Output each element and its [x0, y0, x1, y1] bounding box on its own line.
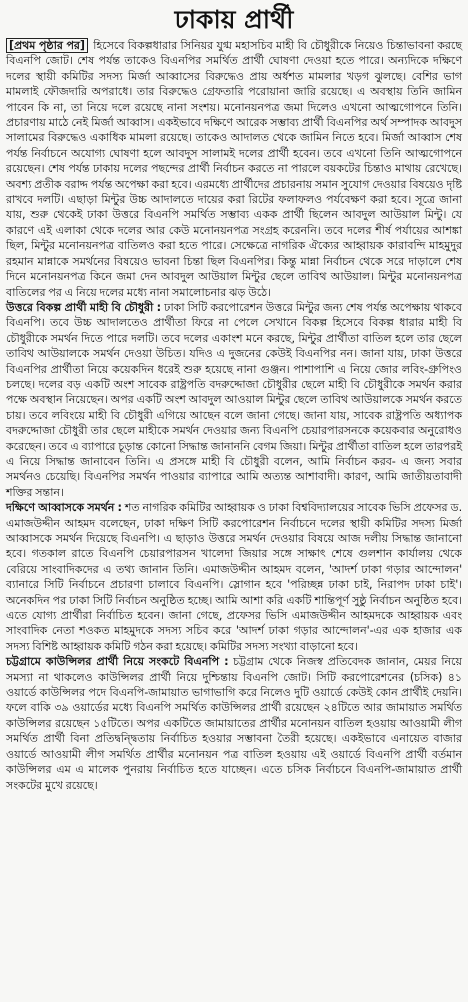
- paragraph-text: শত নাগরিক কমিটির আহ্বায়ক ও ঢাকা বিশ্ববিদ্যালয়ের সাবেক ভিসি প্রফেসর ড. এমাজউদ্দীন আহমদ বলেছেন, ঢাকা দক্ষিণ সিটি করপোরেশন নির্বাচনে দলের স্থায়ী কমিটির সদস্য মির্জা আব্বাসকে সমর্থন দিয়েছে বিএনপি। এ ছাড়াও উত্তরে সমর্থন দেওয়ার বিষয়ে আজ দলীয় সিদ্ধান্ত জানানো হবে। গতকাল রাতে বিএনপি চেয়ারপারসন খালেদা জিয়ার সঙ্গে সাক্ষাৎ শেষে গুলশান কার্যালয় থেকে বেরিয়ে সাংবাদিকদের এ তথ্য জানান তিনি। এমাজউদ্দীন আহমদ বলেন, 'আদর্শ ঢাকা গড়ার আন্দোলন' ব্যানারে সিটি নির্বাচনে প্রচারণা চালাবে বিএনপি। স্লোগান হবে 'পরিচ্ছন্ন ঢাকা চাই, নিরাপদ ঢাকা চাই'। অনেকদিন পর ঢাকা সিটি নির্বাচন অনুষ্ঠিত হচ্ছে। আমি আশা করি একটি শান্তিপূর্ণ সুষ্ঠু নির্বাচন অনুষ্ঠিত হবে। এতে যোগ্য প্রার্থীরা নির্বাচিত হবেন। জানা গেছে, প্রফেসর ভিসি এমাজউদ্দীন আহমদকে আহ্বায়ক এবং সাংবাদিক নেতা শওকত মাহমুদকে সদস্য সচিব করে 'আদর্শ ঢাকা গড়ার আন্দোলন'-এর এক হাজার এক সদস্য বিশিষ্ট আহ্বায়ক কমিটি গঠন করা হয়েছে। কমিটির সদস্য সংখ্যা বাড়ানো হবে।: [6, 501, 462, 653]
- article-body: [6, 38, 462, 793]
- paragraph-1: [6, 38, 462, 300]
- subheading: দক্ষিণে আব্বাসকে সমর্থন :: [6, 501, 122, 515]
- paragraph-text: হিসেবে বিকল্পধারার সিনিয়র যুগ্ম মহাসচিব মাহী বি চৌধুরীকে নিয়েও চিন্তাভাবনা করছে বিএনপি জোট। শেষ পর্যন্ত তাকেও বিএনপির সমর্থিত প্রার্থী ঘোষণা দেওয়া হতে পারে। অন্যদিকে দক্ষিণে দলের স্থায়ী কমিটির সদস্য মির্জা আব্বাসের বিরুদ্ধেও প্রায় অর্ধশত মামলার খড়গ ঝুলছে। বেশির ভাগ মামলাই ফৌজদারি অপরাধে। তার বিরুদ্ধেও গ্রেফতারি পরোয়ানা জারি রয়েছে। এ অবস্থায় তিনি জামিন পাবেন কি না, তা নিয়ে দলে রয়েছে নানা সংশয়। মনোনয়নপত্র জমা দিলেও এখনো আত্মগোপনে তিনি। প্রচারণায় মাঠে নেই মির্জা আব্বাস। একইভাবে দক্ষিণে আরেক সম্ভাব্য প্রার্থী বিএনপির অর্থ সম্পাদক আবদুস সালামের বিরুদ্ধেও একাধিক মামলা রয়েছে। তাকেও আদালত থেকে জামিন নিতে হবে। মির্জা আব্বাস শেষ পর্যন্ত নির্বাচনে অযোগ্য ঘোষণা হলে আবদুস সালামই দলের প্রার্থী হবেন। তবে এখনো তিনি আত্মগোপনে রয়েছেন। শেষ পর্যন্ত ঢাকায় দলের পছন্দের প্রার্থী নির্বাচন করতে না পারলে বয়কটের চিন্তাও মাথায় রেখেছে। অবশ্য প্রতীক বরাদ্দ পর্যন্ত অপেক্ষা করা হবে। এরমধ্যে প্রার্থীদের প্রচারনায় সমান সুযোগ দেওয়ার বিষয়েও দৃষ্টি রাখবে দলটি। এছাড়া মিন্টুর উচ্চ আদালতে দায়ের করা রিটের ফলাফলও পর্যবেক্ষণ করা হবে। সূত্রে জানা যায়, শুরু থেকেই ঢাকা উত্তরে বিএনপি সমর্থিত সম্ভাব্য একক প্রার্থী ছিলেন আবদুল আউয়াল মিন্টু। যে কারণে এই এলাকা থেকে দলের আর কেউ মনোনয়নপত্র সংগ্রহ করেননি। তবে দলের শীর্ষ পর্যায়ের আশঙ্কা ছিল, মিন্টুর মনোনয়নপত্র বাতিলও করা হতে পারে। সেক্ষেত্রে নাগরিক ঐক্যের আহ্বায়ক কারাবন্দি মাহমুদুর রহমান মান্নাকে সমর্থনের বিষয়েও ভাবনা চিন্তা ছিল বিএনপির। কিন্তু মান্না নির্বাচন থেকে সরে দাড়ালে শেষ দিনে মনোনয়নপত্র কিনে জমা দেন আবদুল আউয়াল মিন্টুর ছেলে তাবিথ আউয়াল। মিন্টুর মনোনয়নপত্র বাতিলের পর এ নিয়ে দলের মধ্যে নানা সমালোচনার ঝড় উঠে।: [6, 39, 462, 299]
- subheading: চট্টগ্রামে কাউন্সিলর প্রার্থী নিয়ে সংকটে বিএনপি :: [6, 655, 229, 669]
- paragraph-text: ঢাকা সিটি করপোরেশন উত্তরে মিন্টুর জন্য শেষ পর্যন্ত অপেক্ষায় থাকবে বিএনপি। তবে উচ্চ আদালতেও প্রার্থীতা ফিরে না পেলে সেখানে বিকল্প হিসেবে বিকল্প ধারার মাহী বি চৌধুরীকে সমর্থন দিতে পারে দলটি। তবে দলের একাংশ মনে করছে, মিন্টুর প্রার্থীতা বাতিল হলে তার ছেলে তাবিথ আউয়ালকে সমর্থন দেওয়া উচিত। যদিও এ দুজনের কেউই বিএনপির নন। জানা যায়, ঢাকা উত্তরে বিএনপির প্রার্থীতা নিয়ে কয়েকদিন ধরেই শুরু হয়েছে নানা গুঞ্জন। পাশাপাশি এ নিয়ে জোর লবিং-গ্রুপিংও চলছে। দলের বড় একটি অংশ সাবেক রাষ্ট্রপতি বদরুদ্দোজা চৌধুরীর ছেলে মাহী বি চৌধুরীকে সমর্থন করার পক্ষে অবস্থান নিয়েছেন। অপর একটি অংশ আবদুল আওয়াল মিন্টুর ছেলে তাবিথ আউয়ালকে সমর্থন করতে চায়। তবে লবিংয়ে মাহী বি চৌধুরী এগিয়ে আছেন বলে জানা গেছে। জানা যায়, সাবেক রাষ্ট্রপতি অধ্যাপক বদরুদ্দোজা চৌধুরী তার ছেলে মাহীকে সমর্থন দেওয়ার জন্য বিএনপি চেয়ারপারসনকে কয়েকবার অনুরোধও করেছেন। তবে এ ব্যাপারে চূড়ান্ত কোনো সিদ্ধান্ত জানাননি বেগম জিয়া। মিন্টুর প্রার্থীতা বাতিল হলে তারপরই এ নিয়ে সিদ্ধান্ত জানাবেন তিনি। এ প্রসঙ্গে মাহী বি চৌধুরী বলেন, আমি নির্বাচন করব- এ জন্য সবার সমর্থনও চেয়েছি। বিএনপির সমর্থন পাওয়ার ব্যাপারে আমি অত্যন্ত আশাবাদী। কারণ, আমি জাতীয়তাবাদী শক্তির সন্তান।: [6, 300, 463, 499]
- continuation-marker: [প্রথম পৃষ্ঠার পর]: [6, 38, 88, 53]
- paragraph-4: [6, 654, 462, 793]
- headline: ঢাকায় প্রার্থী: [174, 5, 294, 34]
- paragraph-2: [6, 300, 462, 500]
- paragraph-text: চট্টগ্রাম থেকে নিজস্ব প্রতিবেদক জানান, মেয়র নিয়ে সমস্যা না থাকলেও কাউন্সিলর প্রার্থী নিয়ে দুশ্চিন্তায় বিএনপি জোট। সিটি করপোরেশনের (চসিক) ৪১ ওয়ার্ডে কাউন্সিলর পদে বিএনপি-জামায়াত ভাগাভাগি করে নিলেও দুটি ওয়ার্ডে কেউই কোন প্রার্থীই দেয়নি। ফলে বাকি ৩৯ ওয়ার্ডের মধ্যে বিএনপি সমর্থিত কাউন্সিলর প্রার্থী রয়েছেন ২৪টিতে আর জামায়াত সমর্থিত কাউন্সিলর রয়েছেন ১৫টিতে। অপর একটিতে জামায়াতের প্রার্থীর মনোনয়ন বাতিল হওয়ায় আওয়ামী লীগ সমর্থিত প্রার্থী বিনা প্রতিদ্বন্দ্বিতায় নির্বাচিত হওয়ার সম্ভাবনা তৈরী হয়েছে। একইভাবে এনায়েত বাজার ওয়ার্ডে আওয়ামী লীগ সমর্থিত প্রার্থীর মনোনয়ন পত্র বাতিল হওয়ায় এই ওয়ার্ডে বিএনপি প্রার্থী বর্তমান কাউন্সিলর এম এ মালেক পুনরায় নির্বাচিত হতে যাচ্ছেন। এতে চসিক নির্বাচনে বিএনপি-জামায়াত প্রার্থী সংকটের মুখে রয়েছে।: [6, 655, 462, 792]
- paragraph-3: [6, 500, 462, 654]
- subheading: উত্তরে বিকল্প প্রার্থী মাহী বি চৌধুরী :: [6, 300, 162, 314]
